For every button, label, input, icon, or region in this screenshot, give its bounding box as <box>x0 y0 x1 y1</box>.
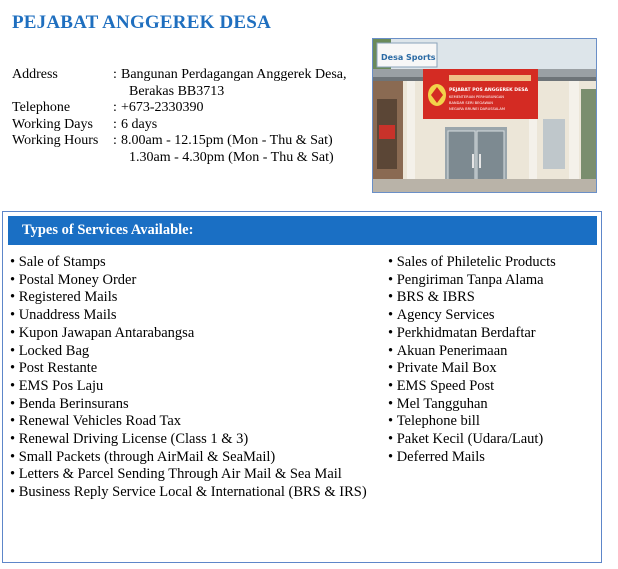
telephone-value <box>121 100 204 117</box>
list-item: • Agency Services <box>388 307 556 325</box>
colon: : <box>113 116 117 132</box>
list-item: • Registered Mails <box>10 289 367 307</box>
address-line-1: Bangunan Perdagangan Anggerek Desa, <box>121 67 347 82</box>
list-item: • BRS & IBRS <box>388 289 556 307</box>
sign-sub-text-2: BANDAR SERI BEGAWAN <box>449 101 493 105</box>
list-item: • Mel Tangguhan <box>388 396 556 414</box>
list-item: • Renewal Driving License (Class 1 & 3) <box>10 431 367 449</box>
services-panel <box>2 211 602 563</box>
working-hours-value <box>121 133 334 166</box>
services-header: Types of Services Available: <box>8 216 597 245</box>
address-line-2: Berakas BB3713 <box>129 83 225 99</box>
list-item: • Paket Kecil (Udara/Laut) <box>388 431 556 449</box>
working-hours-row <box>12 133 346 166</box>
working-days-text: 6 days <box>121 116 158 132</box>
list-item: • Postal Money Order <box>10 272 367 290</box>
list-item: • Telephone bill <box>388 413 556 431</box>
post-office-building-image <box>373 39 597 193</box>
list-item: • Perkhidmatan Berdaftar <box>388 325 556 343</box>
list-item: • Benda Berinsurans <box>10 396 367 414</box>
working-hours-line-1: 8.00am - 12.15pm (Mon - Thu & Sat) <box>121 133 333 148</box>
list-item: • Deferred Mails <box>388 449 556 467</box>
colon: : <box>113 100 117 115</box>
address-row <box>12 67 346 100</box>
telephone-row <box>12 100 346 117</box>
working-days-value <box>121 117 157 134</box>
sign-main-text: PEJABAT POS ANGGEREK DESA <box>449 88 529 93</box>
desa-sign-text: Desa Sports <box>381 53 436 62</box>
list-item: • Renewal Vehicles Road Tax <box>10 413 367 431</box>
list-item: • Unaddress Mails <box>10 307 367 325</box>
list-item: • Kupon Jawapan Antarabangsa <box>10 325 367 343</box>
colon: : <box>113 67 117 82</box>
list-item: • Sales of Philetelic Products <box>388 254 556 272</box>
address-label: Address <box>12 67 58 82</box>
list-item: • Akuan Penerimaan <box>388 343 556 361</box>
list-item: • Private Mail Box <box>388 360 556 378</box>
list-item: • Locked Bag <box>10 343 367 361</box>
working-hours-label: Working Hours <box>12 133 99 148</box>
list-item: • Post Restante <box>10 360 367 378</box>
list-item: • Sale of Stamps <box>10 254 367 272</box>
office-info <box>12 67 346 166</box>
telephone-label: Telephone <box>12 100 71 115</box>
address-value <box>121 67 346 100</box>
working-days-label: Working Days <box>12 116 93 132</box>
services-list-right <box>388 254 556 466</box>
sign-sub-text-1: KEMENTERIAN PERHUBUNGAN <box>449 95 504 99</box>
list-item: • Pengiriman Tanpa Alama <box>388 272 556 290</box>
post-office-photo <box>372 38 597 193</box>
working-hours-line-2: 1.30am - 4.30pm (Mon - Thu & Sat) <box>129 149 334 165</box>
colon: : <box>113 133 117 148</box>
telephone-number: +673-2330390 <box>121 100 204 115</box>
page-title: PEJABAT ANGGEREK DESA <box>12 12 271 33</box>
services-list-left <box>10 254 367 502</box>
working-days-row <box>12 117 346 134</box>
list-item: • Business Reply Service Local & International (BRS & IRS) <box>10 484 367 502</box>
list-item: • Letters & Parcel Sending Through Air Mail & Sea Mail <box>10 466 367 484</box>
sign-sub-text-3: NEGARA BRUNEI DARUSSALAM <box>449 107 505 111</box>
list-item: • EMS Speed Post <box>388 378 556 396</box>
list-item: • EMS Pos Laju <box>10 378 367 396</box>
list-item: • Small Packets (through AirMail & SeaMail) <box>10 449 367 467</box>
